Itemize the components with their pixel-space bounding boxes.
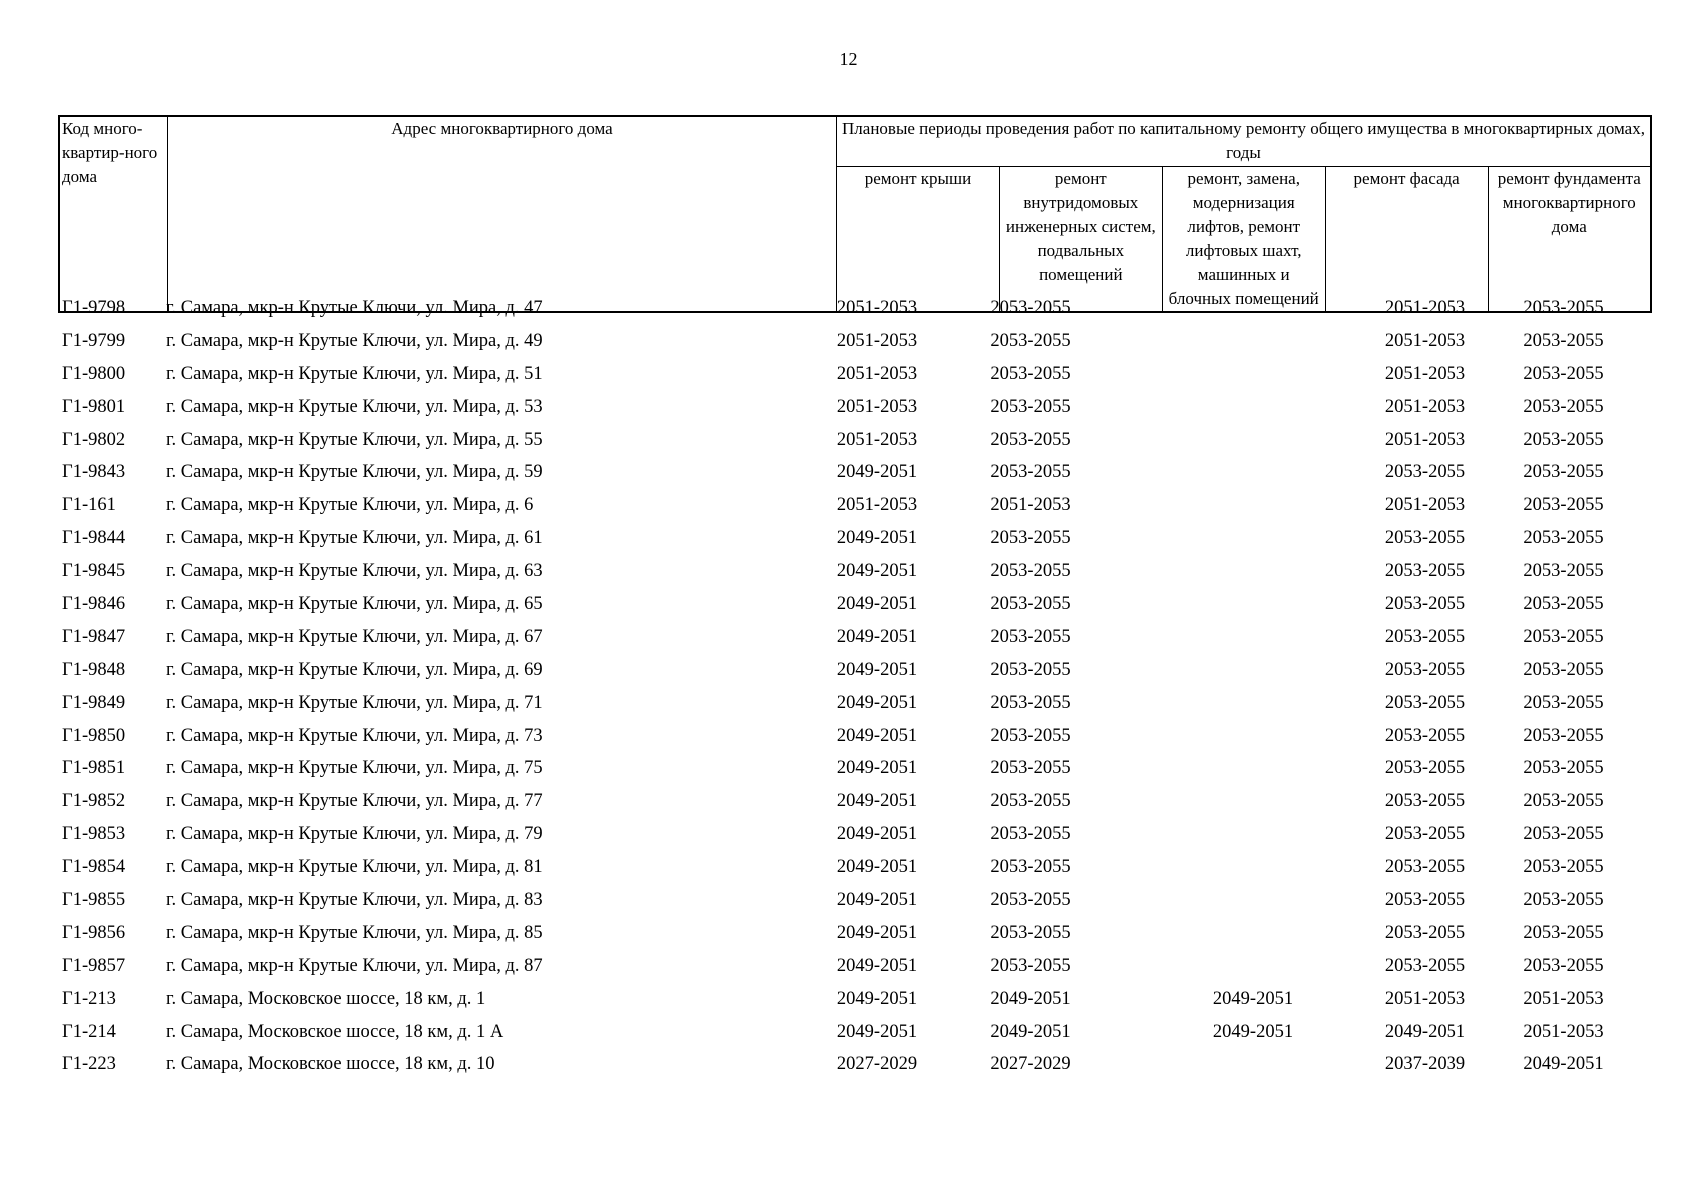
table-row — [58, 493, 1652, 526]
cell-systems: 2053-2055 — [990, 429, 1071, 450]
cell-roof: 2049-2051 — [836, 692, 918, 713]
cell-foundation: 2053-2055 — [1523, 363, 1604, 384]
cell-code: Г1-9854 — [62, 857, 126, 878]
cell-systems: 2053-2055 — [990, 363, 1071, 384]
cell-facade: 2053-2055 — [1384, 890, 1466, 911]
table-row — [58, 592, 1652, 625]
cell-foundation: 2053-2055 — [1523, 857, 1604, 878]
header-lifts: ремонт, замена, модернизация лифтов, ремонт лифтовых шахт, машинных и блочных помещений — [1162, 166, 1325, 312]
table-row — [58, 329, 1652, 362]
cell-systems: 2027-2029 — [990, 1054, 1071, 1075]
cell-address: г. Самара, мкр-н Крутые Ключи, ул. Мира, д. 59 — [166, 462, 543, 483]
cell-facade: 2051-2053 — [1384, 495, 1466, 516]
cell-roof: 2027-2029 — [836, 1054, 918, 1075]
cell-address: г. Самара, мкр-н Крутые Ключи, ул. Мира, д. 51 — [166, 363, 543, 384]
cell-roof: 2049-2051 — [836, 922, 918, 943]
cell-address: г. Самара, мкр-н Крутые Ключи, ул. Мира, д. 83 — [166, 890, 543, 911]
cell-facade: 2053-2055 — [1384, 955, 1466, 976]
cell-systems: 2053-2055 — [990, 955, 1071, 976]
cell-address: г. Самара, мкр-н Крутые Ключи, ул. Мира, д. 63 — [166, 561, 543, 582]
cell-foundation: 2053-2055 — [1523, 791, 1604, 812]
cell-code: Г1-9848 — [62, 659, 126, 680]
cell-systems: 2053-2055 — [990, 824, 1071, 845]
cell-foundation: 2053-2055 — [1523, 824, 1604, 845]
cell-code: Г1-223 — [62, 1054, 116, 1075]
cell-systems: 2053-2055 — [990, 561, 1071, 582]
cell-code: Г1-9849 — [62, 692, 126, 713]
cell-foundation: 2053-2055 — [1523, 429, 1604, 450]
cell-roof: 2051-2053 — [836, 330, 918, 351]
cell-address: г. Самара, мкр-н Крутые Ключи, ул. Мира, д. 77 — [166, 791, 543, 812]
cell-facade: 2037-2039 — [1384, 1054, 1466, 1075]
cell-systems: 2053-2055 — [990, 626, 1071, 647]
cell-facade: 2053-2055 — [1384, 561, 1466, 582]
cell-code: Г1-9843 — [62, 462, 126, 483]
cell-facade: 2053-2055 — [1384, 692, 1466, 713]
cell-roof: 2049-2051 — [836, 725, 918, 746]
header-roof: ремонт крыши — [837, 166, 1000, 312]
cell-foundation: 2053-2055 — [1523, 528, 1604, 549]
cell-roof: 2051-2053 — [836, 396, 918, 417]
cell-address: г. Самара, мкр-н Крутые Ключи, ул. Мира, д. 6 — [166, 495, 534, 516]
header-address: Адрес многоквартирного дома — [168, 116, 837, 312]
cell-facade: 2053-2055 — [1384, 857, 1466, 878]
cell-facade: 2051-2053 — [1384, 396, 1466, 417]
cell-code: Г1-9799 — [62, 330, 126, 351]
cell-roof: 2049-2051 — [836, 561, 918, 582]
cell-roof: 2051-2053 — [836, 495, 918, 516]
cell-address: г. Самара, мкр-н Крутые Ключи, ул. Мира, д. 79 — [166, 824, 543, 845]
cell-foundation: 2053-2055 — [1523, 659, 1604, 680]
table-row — [58, 822, 1652, 855]
cell-roof: 2049-2051 — [836, 758, 918, 779]
cell-facade: 2053-2055 — [1384, 824, 1466, 845]
table-header — [58, 115, 1652, 313]
cell-facade: 2049-2051 — [1384, 1021, 1466, 1042]
cell-facade: 2051-2053 — [1384, 330, 1466, 351]
cell-systems: 2053-2055 — [990, 594, 1071, 615]
cell-systems: 2053-2055 — [990, 396, 1071, 417]
cell-roof: 2049-2051 — [836, 528, 918, 549]
header-systems: ремонт внутридомовых инженерных систем, подвальных помещений — [999, 166, 1162, 312]
cell-systems: 2053-2055 — [990, 692, 1071, 713]
cell-address: г. Самара, мкр-н Крутые Ключи, ул. Мира, д. 85 — [166, 922, 543, 943]
cell-address: г. Самара, Московское шоссе, 18 км, д. 1 — [166, 988, 486, 1009]
cell-foundation: 2053-2055 — [1523, 758, 1604, 779]
table-row — [58, 526, 1652, 559]
cell-foundation: 2053-2055 — [1523, 692, 1604, 713]
cell-facade: 2053-2055 — [1384, 626, 1466, 647]
cell-roof: 2049-2051 — [836, 462, 918, 483]
cell-systems: 2049-2051 — [990, 988, 1071, 1009]
cell-code: Г1-213 — [62, 988, 116, 1009]
header-code: Код много-квартир-ного дома — [59, 116, 168, 312]
cell-roof: 2049-2051 — [836, 626, 918, 647]
cell-address: г. Самара, мкр-н Крутые Ключи, ул. Мира, д. 69 — [166, 659, 543, 680]
cell-address: г. Самара, мкр-н Крутые Ключи, ул. Мира, д. 71 — [166, 692, 543, 713]
cell-address: г. Самара, мкр-н Крутые Ключи, ул. Мира, д. 53 — [166, 396, 543, 417]
cell-facade: 2051-2053 — [1384, 298, 1466, 318]
table-row — [58, 1020, 1652, 1053]
cell-systems: 2053-2055 — [990, 298, 1071, 318]
cell-code: Г1-9857 — [62, 955, 126, 976]
cell-code: Г1-9855 — [62, 890, 126, 911]
cell-foundation: 2053-2055 — [1523, 396, 1604, 417]
cell-facade: 2051-2053 — [1384, 429, 1466, 450]
cell-foundation: 2049-2051 — [1523, 1054, 1604, 1075]
cell-address: г. Самара, мкр-н Крутые Ключи, ул. Мира, д. 81 — [166, 857, 543, 878]
table-row — [58, 954, 1652, 987]
cell-foundation: 2053-2055 — [1523, 955, 1604, 976]
cell-code: Г1-9800 — [62, 363, 126, 384]
table-row — [58, 789, 1652, 822]
table-row — [58, 921, 1652, 954]
cell-facade: 2051-2053 — [1384, 988, 1466, 1009]
header-foundation: ремонт фундамента многоквартирного дома — [1488, 166, 1651, 312]
cell-systems: 2053-2055 — [990, 330, 1071, 351]
cell-roof: 2051-2053 — [836, 363, 918, 384]
cell-code: Г1-9798 — [62, 298, 126, 318]
cell-foundation: 2051-2053 — [1523, 988, 1604, 1009]
cell-facade: 2053-2055 — [1384, 462, 1466, 483]
cell-code: Г1-9852 — [62, 791, 126, 812]
cell-roof: 2049-2051 — [836, 955, 918, 976]
cell-address: г. Самара, Московское шоссе, 18 км, д. 10 — [166, 1054, 495, 1075]
cell-address: г. Самара, мкр-н Крутые Ключи, ул. Мира, д. 65 — [166, 594, 543, 615]
cell-facade: 2053-2055 — [1384, 791, 1466, 812]
cell-foundation: 2053-2055 — [1523, 890, 1604, 911]
cell-systems: 2053-2055 — [990, 725, 1071, 746]
page-number: 12 — [839, 49, 858, 69]
cell-code: Г1-9856 — [62, 922, 126, 943]
cell-foundation: 2053-2055 — [1523, 298, 1604, 318]
cell-systems: 2053-2055 — [990, 528, 1071, 549]
cell-facade: 2053-2055 — [1384, 659, 1466, 680]
cell-code: Г1-9847 — [62, 626, 126, 647]
cell-systems: 2051-2053 — [990, 495, 1071, 516]
cell-address: г. Самара, мкр-н Крутые Ключи, ул. Мира, д. 55 — [166, 429, 543, 450]
cell-foundation: 2053-2055 — [1523, 594, 1604, 615]
cell-address: г. Самара, мкр-н Крутые Ключи, ул. Мира, д. 75 — [166, 758, 543, 779]
cell-foundation: 2053-2055 — [1523, 495, 1604, 516]
cell-roof: 2049-2051 — [836, 890, 918, 911]
cell-systems: 2053-2055 — [990, 922, 1071, 943]
cell-foundation: 2053-2055 — [1523, 725, 1604, 746]
cell-systems: 2053-2055 — [990, 791, 1071, 812]
table-row — [58, 724, 1652, 757]
cell-address: г. Самара, мкр-н Крутые Ключи, ул. Мира, д. 87 — [166, 955, 543, 976]
cell-roof: 2049-2051 — [836, 1021, 918, 1042]
cell-facade: 2051-2053 — [1384, 363, 1466, 384]
cell-lifts: 2049-2051 — [1212, 1021, 1294, 1042]
table-row — [58, 460, 1652, 493]
header-periods: Плановые периоды проведения работ по капитальному ремонту общего имущества в многоквартирных домах, годы — [837, 116, 1652, 166]
table-row — [58, 625, 1652, 658]
cell-code: Г1-161 — [62, 495, 116, 516]
cell-systems: 2053-2055 — [990, 857, 1071, 878]
cell-systems: 2053-2055 — [990, 758, 1071, 779]
table-row — [58, 559, 1652, 592]
cell-roof: 2049-2051 — [836, 659, 918, 680]
cell-facade: 2053-2055 — [1384, 725, 1466, 746]
cell-roof: 2049-2051 — [836, 857, 918, 878]
cell-facade: 2053-2055 — [1384, 594, 1466, 615]
cell-address: г. Самара, мкр-н Крутые Ключи, ул. Мира, д. 49 — [166, 330, 543, 351]
cell-foundation: 2053-2055 — [1523, 626, 1604, 647]
cell-address: г. Самара, мкр-н Крутые Ключи, ул. Мира, д. 73 — [166, 725, 543, 746]
table-row — [58, 987, 1652, 1020]
table-row — [58, 362, 1652, 395]
cell-code: Г1-9853 — [62, 824, 126, 845]
table-row — [58, 1052, 1652, 1085]
cell-roof: 2049-2051 — [836, 791, 918, 812]
cell-code: Г1-9844 — [62, 528, 126, 549]
table-row — [58, 888, 1652, 921]
table-row — [58, 756, 1652, 789]
cell-code: Г1-214 — [62, 1021, 116, 1042]
cell-foundation: 2053-2055 — [1523, 462, 1604, 483]
cell-roof: 2051-2053 — [836, 298, 918, 318]
cell-foundation: 2053-2055 — [1523, 561, 1604, 582]
cell-code: Г1-9850 — [62, 725, 126, 746]
cell-address: г. Самара, мкр-н Крутые Ключи, ул. Мира, д. 61 — [166, 528, 543, 549]
cell-systems: 2053-2055 — [990, 462, 1071, 483]
cell-address: г. Самара, мкр-н Крутые Ключи, ул. Мира, д. 47 — [166, 298, 543, 318]
table-row — [58, 428, 1652, 461]
cell-systems: 2049-2051 — [990, 1021, 1071, 1042]
table-body — [58, 296, 1652, 1085]
cell-foundation: 2051-2053 — [1523, 1021, 1604, 1042]
table-row — [58, 691, 1652, 724]
table-row — [58, 658, 1652, 691]
cell-roof: 2051-2053 — [836, 429, 918, 450]
cell-code: Г1-9802 — [62, 429, 126, 450]
cell-facade: 2053-2055 — [1384, 758, 1466, 779]
table-row — [58, 296, 1652, 329]
cell-code: Г1-9845 — [62, 561, 126, 582]
cell-systems: 2053-2055 — [990, 890, 1071, 911]
cell-foundation: 2053-2055 — [1523, 330, 1604, 351]
cell-address: г. Самара, Московское шоссе, 18 км, д. 1 А — [166, 1021, 504, 1042]
cell-code: Г1-9851 — [62, 758, 126, 779]
table-row — [58, 395, 1652, 428]
cell-address: г. Самара, мкр-н Крутые Ключи, ул. Мира, д. 67 — [166, 626, 543, 647]
cell-roof: 2049-2051 — [836, 594, 918, 615]
cell-facade: 2053-2055 — [1384, 528, 1466, 549]
cell-roof: 2049-2051 — [836, 988, 918, 1009]
cell-lifts: 2049-2051 — [1212, 988, 1294, 1009]
header-facade: ремонт фасада — [1325, 166, 1488, 312]
cell-code: Г1-9801 — [62, 396, 126, 417]
cell-systems: 2053-2055 — [990, 659, 1071, 680]
cell-roof: 2049-2051 — [836, 824, 918, 845]
cell-code: Г1-9846 — [62, 594, 126, 615]
cell-facade: 2053-2055 — [1384, 922, 1466, 943]
cell-foundation: 2053-2055 — [1523, 922, 1604, 943]
table-row — [58, 855, 1652, 888]
